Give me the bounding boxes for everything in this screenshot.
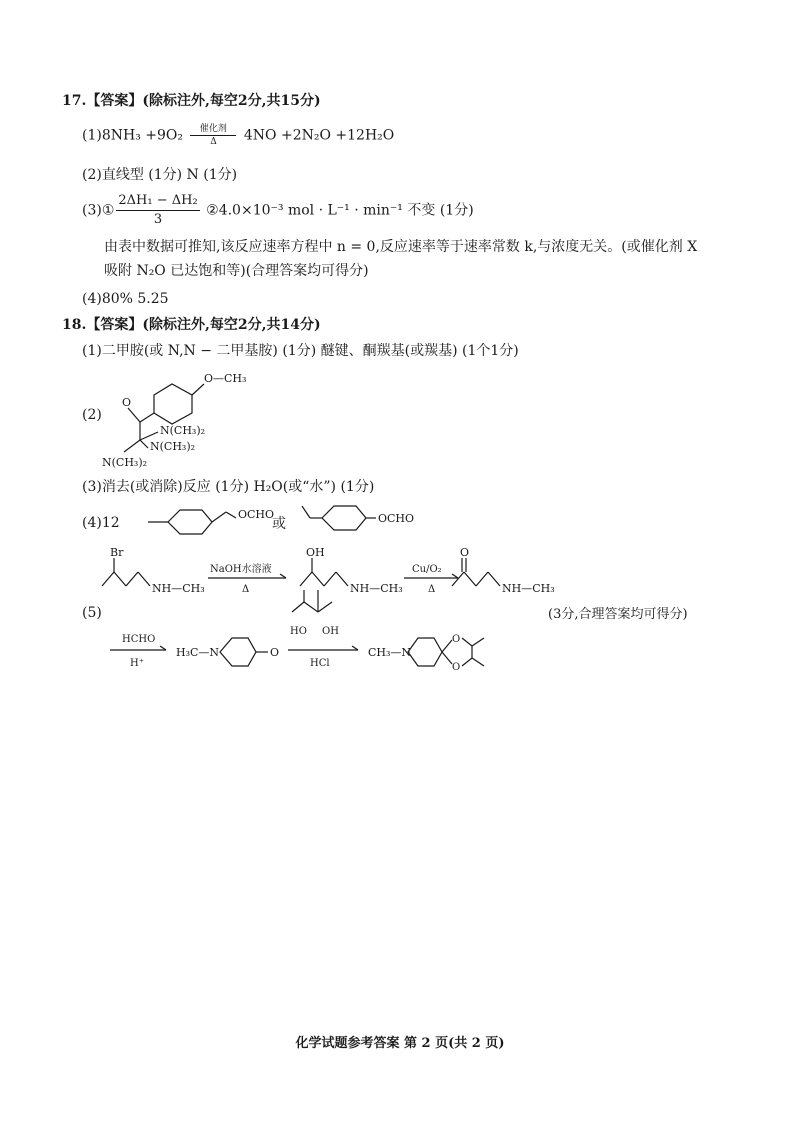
catalyst-label: 催化剂 bbox=[199, 124, 227, 134]
n-methyl-label: H₃C—N bbox=[176, 646, 220, 659]
q17-part2: (2)直线型 (1分) N (1分) bbox=[82, 167, 238, 183]
q18-part5-route bbox=[96, 542, 736, 686]
reagent-hcho: HCHO bbox=[122, 634, 156, 645]
q18-part2-structure bbox=[100, 360, 340, 472]
reagent-hcl: HCl bbox=[310, 658, 330, 669]
ketal-o-top: O bbox=[452, 634, 461, 645]
acid-catalyst-label: H⁺ bbox=[130, 658, 144, 669]
q17-part3-note-line2: 吸附 N₂O 已达饱和等)(合理答案均可得分) bbox=[104, 263, 369, 279]
start-amine-label: NH—CH₃ bbox=[152, 582, 205, 595]
q17-part4: (4)80% 5.25 bbox=[82, 291, 169, 307]
fraction-denominator: 3 bbox=[153, 212, 163, 227]
q18-part5-note: (3分,合理答案均可得分) bbox=[548, 607, 688, 622]
carbonyl-o-label: O bbox=[122, 396, 132, 409]
enthalpy-fraction bbox=[116, 192, 199, 229]
q17-part1-suffix: 4NO +2N₂O +12H₂O bbox=[239, 127, 395, 144]
condition-heat-1: Δ bbox=[242, 584, 250, 595]
q17-part3 bbox=[82, 192, 474, 229]
q18-part3: (3)消去(或消除)反应 (1分) H₂O(或“水”) (1分) bbox=[82, 479, 375, 495]
ketone-o-label: O bbox=[460, 546, 470, 559]
hydroxy-label: OH bbox=[306, 546, 325, 559]
q17-part1 bbox=[82, 124, 394, 147]
heat-label: Δ bbox=[210, 137, 217, 147]
q17-header: 17.【答案】(除标注外,每空2分,共15分) bbox=[62, 93, 321, 109]
q18-part5-label: (5) bbox=[82, 605, 102, 621]
q18-part1: (1)二甲胺(或 N,N − 二甲基胺) (1分) 醚键、酮羰基(或羰基) (1个1分) bbox=[82, 343, 519, 359]
diol-oh-right: OH bbox=[322, 626, 339, 637]
int2-amine-label: NH—CH₃ bbox=[502, 582, 555, 595]
amine-label-2: N(CH₃)₂ bbox=[150, 440, 196, 453]
bromo-label: Br bbox=[110, 546, 124, 559]
methoxy-label: O—CH₃ bbox=[204, 372, 247, 385]
q17-part1-prefix: (1)8NH₃ +9O₂ bbox=[82, 127, 188, 144]
diol-oh-left: HO bbox=[290, 626, 307, 637]
formate-group-1: OCHO bbox=[238, 508, 275, 521]
q18-part2-label: (2) bbox=[82, 407, 102, 423]
ketal-o-bottom: O bbox=[452, 662, 461, 673]
q18-part4-label: (4)12 bbox=[82, 515, 120, 531]
int1-amine-label: NH—CH₃ bbox=[350, 582, 403, 595]
page-footer: 化学试题参考答案 第 2 页(共 2 页) bbox=[295, 1036, 505, 1051]
reagent-naoh: NaOH水溶液 bbox=[210, 564, 272, 575]
formate-group-2: OCHO bbox=[378, 512, 415, 525]
q18-part4-structures bbox=[140, 498, 440, 542]
fraction-numerator: 2ΔH₁ − ΔH₂ bbox=[116, 192, 199, 211]
amine-label-1: N(CH₃)₂ bbox=[160, 424, 206, 437]
q17-reaction-arrow bbox=[190, 124, 236, 147]
q17-part3-rest: ②4.0×10⁻³ mol · L⁻¹ · min⁻¹ 不变 (1分) bbox=[201, 202, 474, 219]
or-label: 或 bbox=[272, 516, 286, 532]
amine-label-3: N(CH₃)₂ bbox=[102, 456, 148, 469]
q17-part3-prefix: (3)① bbox=[82, 202, 115, 219]
q17-part3-note-line1: 由表中数据可推知,该反应速率方程中 n = 0,反应速率等于速率常数 k,与浓度无关。(或催化剂 X bbox=[104, 239, 698, 255]
condition-heat-2: Δ bbox=[428, 584, 436, 595]
reagent-cu-o2: Cu/O₂ bbox=[412, 564, 442, 575]
q18-header: 18.【答案】(除标注外,每空2分,共14分) bbox=[62, 317, 321, 333]
piperidone-o-label: O bbox=[270, 646, 280, 659]
product-n-methyl-label: CH₃—N bbox=[368, 646, 412, 659]
